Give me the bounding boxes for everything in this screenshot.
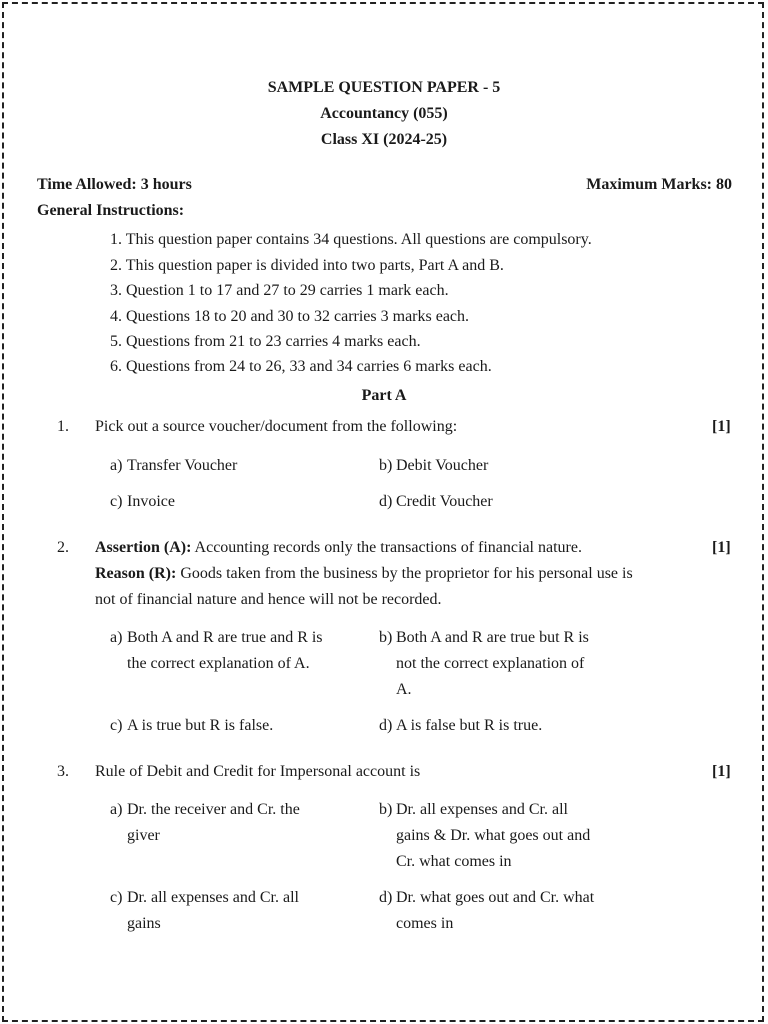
- option-text-line: Dr. all expenses and Cr. all: [127, 889, 299, 906]
- assertion-text: Accounting records only the transactions of financial nature.: [194, 539, 582, 556]
- instruction-item: 2. This question paper is divided into two parts, Part A and B.: [110, 257, 504, 274]
- option-text-line: the correct explanation of A.: [127, 655, 310, 672]
- option-label: a): [110, 457, 123, 474]
- subject-line: Accountancy (055): [320, 105, 448, 122]
- assertion-line: [95, 539, 582, 557]
- option-text-line: gains: [127, 915, 161, 932]
- instruction-item: 3. Question 1 to 17 and 27 to 29 carries 1 mark each.: [110, 282, 449, 299]
- option-text-line: Dr. all expenses and Cr. all: [396, 801, 568, 818]
- question-marks: [1]: [712, 418, 731, 435]
- option-text-line: comes in: [396, 915, 454, 932]
- option-label: b): [379, 457, 393, 474]
- option-text: Debit Voucher: [396, 457, 489, 474]
- option-text: Invoice: [127, 493, 175, 510]
- option-label: b): [379, 629, 393, 646]
- instruction-item: 4. Questions 18 to 20 and 30 to 32 carries 3 marks each.: [110, 308, 470, 325]
- option-label: d): [379, 889, 393, 906]
- option-text-line: Dr. what goes out and Cr. what: [396, 889, 595, 906]
- question-number: 2.: [57, 539, 69, 556]
- reason-label: Reason (R):: [95, 565, 177, 582]
- paper-title: SAMPLE QUESTION PAPER - 5: [267, 79, 501, 96]
- question-text: Rule of Debit and Credit for Impersonal account is: [95, 763, 421, 780]
- option-text-line: Both A and R are true but R is: [396, 629, 589, 646]
- question-marks: [1]: [712, 763, 731, 780]
- option-text-line: gains & Dr. what goes out and: [396, 827, 591, 844]
- option-text-line: A.: [396, 681, 412, 698]
- option-label: c): [110, 889, 123, 906]
- instruction-item: 1. This question paper contains 34 questions. All questions are compulsory.: [110, 231, 592, 248]
- reason-line: [95, 565, 633, 583]
- option-text-line: Cr. what comes in: [396, 853, 512, 870]
- question-text: Pick out a source voucher/document from the following:: [95, 418, 458, 435]
- option-label: b): [379, 801, 393, 818]
- option-text-line: Dr. the receiver and Cr. the: [127, 801, 300, 818]
- question-number: 3.: [57, 763, 69, 780]
- part-a-heading: Part A: [361, 387, 407, 404]
- option-label: a): [110, 629, 123, 646]
- option-text-line: not the correct explanation of: [396, 655, 585, 672]
- option-text-line: A is true but R is false.: [127, 717, 274, 734]
- class-line: Class XI (2024-25): [320, 131, 448, 148]
- option-label: c): [110, 493, 123, 510]
- instruction-item: 6. Questions from 24 to 26, 33 and 34 carries 6 marks each.: [110, 358, 492, 375]
- question-marks: [1]: [712, 539, 731, 556]
- option-label: d): [379, 717, 393, 734]
- maximum-marks: Maximum Marks: 80: [586, 176, 732, 193]
- option-label: a): [110, 801, 123, 818]
- option-text: Credit Voucher: [396, 493, 493, 510]
- option-label: d): [379, 493, 393, 510]
- instruction-item: 5. Questions from 21 to 23 carries 4 marks each.: [110, 333, 421, 350]
- reason-text-continued: not of financial nature and hence will not be recorded.: [95, 591, 442, 608]
- question-number: 1.: [57, 418, 69, 435]
- time-allowed: Time Allowed: 3 hours: [37, 176, 192, 193]
- assertion-label: Assertion (A):: [95, 539, 192, 556]
- option-text-line: Both A and R are true and R is: [127, 629, 323, 646]
- option-text: Transfer Voucher: [127, 457, 238, 474]
- option-label: c): [110, 717, 123, 734]
- reason-text: Goods taken from the business by the proprietor for his personal use is: [180, 565, 633, 582]
- option-text-line: A is false but R is true.: [396, 717, 543, 734]
- option-text-line: giver: [127, 827, 160, 844]
- instructions-heading: General Instructions:: [37, 202, 185, 219]
